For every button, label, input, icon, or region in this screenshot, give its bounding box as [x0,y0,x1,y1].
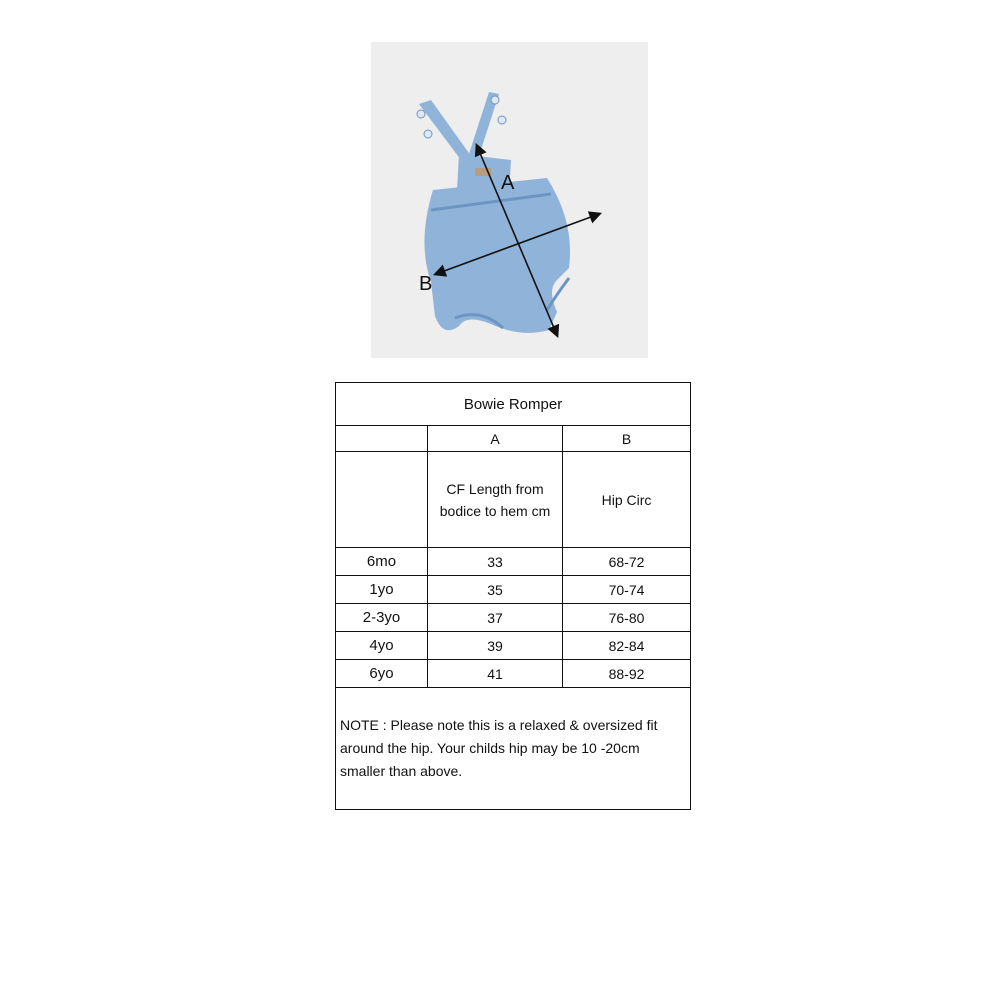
measurement-label-a: A [501,172,515,194]
measurement-b-cell: 68-72 [563,548,691,576]
column-header-b: B [563,426,691,452]
fit-note: NOTE : Please note this is a relaxed & oversized fit around the hip. Your childs hip may be 10 -20cm smaller than above. [336,688,691,810]
measurement-b-cell: 82-84 [563,632,691,660]
size-label: 6mo [336,548,428,576]
description-blank [336,452,428,548]
size-label: 2-3yo [336,604,428,632]
table-row [336,548,691,576]
measurement-a-cell: 41 [428,660,563,688]
measurement-b-cell: 76-80 [563,604,691,632]
size-label: 1yo [336,576,428,604]
measurement-a-cell: 35 [428,576,563,604]
strap-button-icon [491,96,499,104]
description-row [336,452,691,548]
size-chart-title-row [336,383,691,426]
measurement-a-cell: 37 [428,604,563,632]
table-row [336,604,691,632]
strap-button-icon [498,116,506,124]
product-photo [371,42,648,358]
strap-button-icon [424,130,432,138]
size-label: 6yo [336,660,428,688]
measurement-a-cell: 33 [428,548,563,576]
table-row [336,632,691,660]
romper-illustration [371,42,648,358]
size-label: 4yo [336,632,428,660]
column-header-a: A [428,426,563,452]
measurement-b-cell: 70-74 [563,576,691,604]
measurement-a-cell: 39 [428,632,563,660]
description-a-line: CF Length from [446,480,544,497]
measurement-label-b: B [419,273,433,295]
note-row [336,688,691,810]
size-chart-title: Bowie Romper [336,383,691,426]
column-header-blank [336,426,428,452]
description-a [428,452,563,548]
description-a-line: bodice to hem cm [439,502,551,519]
measurement-b-cell: 88-92 [563,660,691,688]
strap-button-icon [417,110,425,118]
description-b: Hip Circ [563,452,691,548]
column-header-row [336,426,691,452]
size-chart-table [335,382,691,810]
table-row [336,576,691,604]
table-row [336,660,691,688]
